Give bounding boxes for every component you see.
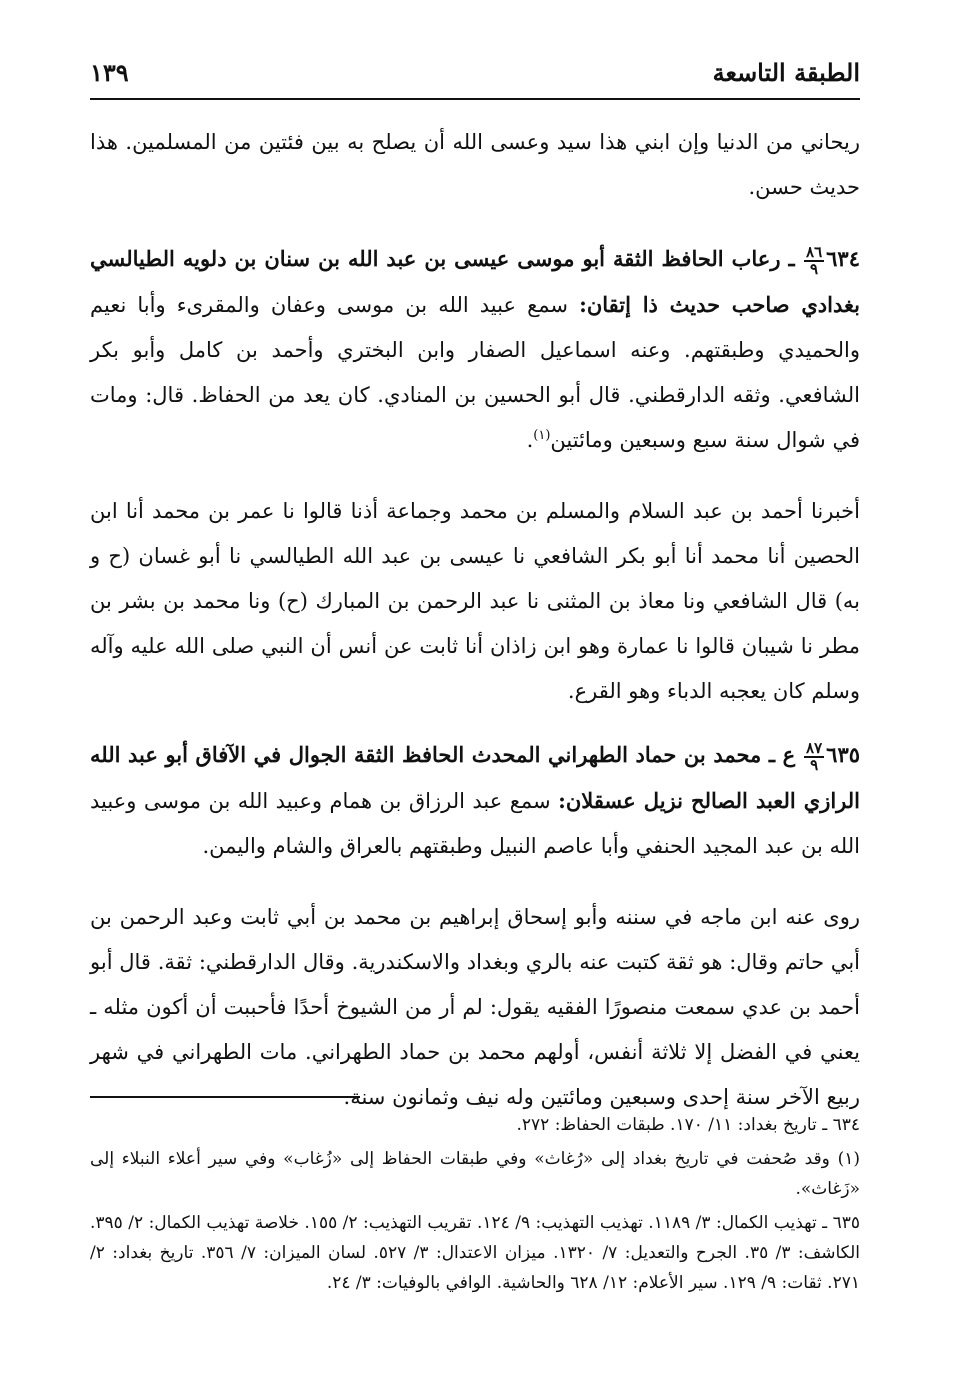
fraction-bottom: ٩ [810,259,819,278]
entry-fraction [804,242,824,278]
entry-number: ٦٣٤ [826,246,860,271]
entry-text: سمع عبد الرزاق بن همام وعبيد الله بن موسى وعبيد الله بن عبد المجيد الحنفي وأبا عاصم النبيل وطبقتهم بالعراق والشام واليمن. [90,789,860,858]
main-text [90,120,860,1120]
footnote-rule [90,1096,360,1098]
footnotes [90,1110,860,1302]
entry-fraction [804,738,824,774]
entry-text: سمع عبيد الله بن موسى وعفان والمقرىء وأبا نعيم والحميدي وطبقتهم. وعنه اسماعيل الصفار وابن البختري وأحمد بن كامل وأبو بكر الشافعي. وثقه الدارقطني. قال أبو الحسين بن المنادي. كان يعد من الحفاظ. قال: ومات في شوال سنة سبع وسبعين ومائتين [90,293,860,452]
entry-heading: ع ـ محمد بن حماد الطهراني المحدث الحافظ الثقة الجوال في الآفاق أبو عبد الله الرازي العبد الصالح نزيل عسقلان: [90,742,860,813]
fraction-top: ٨٦ [806,242,823,261]
header-rule [90,98,860,100]
paragraph-gap [90,463,860,489]
running-title: الطبقة التاسعة [712,58,860,87]
fraction-top: ٨٧ [806,738,823,757]
book-page [90,0,860,1387]
entry-number: ٦٣٥ [826,742,861,767]
footnote-634: ٦٣٤ ـ تاريخ بغداد: ١١/ ١٧٠. طبقات الحفاظ: ٢٧٢. [516,1115,860,1135]
entry-heading: ـ رعاب الحافظ الثقة أبو موسى عيسى بن عبد الله بن سنان بن دلويه الطيالسي بغدادي صاحب حديث ذا إتقان: [90,246,860,317]
footnote-ref: (١) [533,428,551,443]
fraction-bottom: ٩ [810,755,819,774]
paragraph-gap [90,210,860,236]
entry-635 [90,732,860,869]
paragraph-narrators: روى عنه ابن ماجه في سننه وأبو إسحاق إبراهيم بن محمد بن أبي ثابت وعبد الرحمن بن أبي حاتم وقال: هو ثقة كتبت عنه بالري وبغداد والاسكندرية. وقال الدارقطني: ثقة. قال أبو أحمد بن عدي سمعت منصورًا الفقيه يقول: لم أر من الشيوخ أحدًا فأحببت أن أكون مثله ـ يعني في الفضل إلا ثلاثة أنفس، أولهم محمد بن حماد الطهراني. مات الطهراني في شهر ربيع الآخر سنة إحدى وسبعين ومائتين وله نيف وثمانون سنة. [90,905,860,1109]
paragraph-continuation: ريحاني من الدنيا وإن ابني هذا سيد وعسى الله أن يصلح به بين فئتين من المسلمين. هذا حديث حسن. [90,130,860,199]
footnote-635: ٦٣٥ ـ تهذيب الكمال: ٣/ ١١٨٩. تهذيب التهذيب: ٩/ ١٢٤. تقريب التهذيب: ٢/ ١٥٥. خلاصة تهذيب الكمال: ٢/ ٣٩٥. الكاشف: ٣/ ٣٥. الجرح والتعديل: ٧/ ١٣٢٠. ميزان الاعتدال: ٣/ ٥٢٧. لسان الميزان: ٧/ ٣٥٦. تاريخ بغداد: ٢/ ٢٧١. ثقات: ٩/ ١٢٩. سير الأعلام: ١٢/ ٦٢٨ والحاشية. الوافي بالوفيات: ٣/ ٢٤. [90,1213,860,1293]
paragraph-gap [90,714,860,732]
paragraph-isnad: أخبرنا أحمد بن عبد السلام والمسلم بن محمد وجماعة أذنا قالوا نا عمر بن محمد أنا ابن الحصين أنا محمد أنا أبو بكر الشافعي نا عيسى بن عبد الله الطيالسي نا أبو غسان (ح و به) قال الشافعي ونا معاذ بن المثنى نا عبد الرحمن بن المبارك (ح) ونا محمد بن بشر بن مطر نا شيبان قالوا نا عمارة وهو ابن زاذان أنا ثابت عن أنس أن النبي صلى الله عليه وآله وسلم كان يعجبه الدباء وهو القرع. [90,499,860,703]
footnote-1: (١) وقد صُحفت في تاريخ بغداد إلى «رُغاث» وفي طبقات الحفاظ إلى «زُغاب» وفي سير أعلاء النبلاء إلى «زَغاث». [90,1149,860,1199]
paragraph-gap [90,869,860,895]
page-header [90,58,860,94]
page-number: ١٣٩ [90,58,129,87]
entry-end: . [526,428,534,452]
entry-634 [90,236,860,463]
